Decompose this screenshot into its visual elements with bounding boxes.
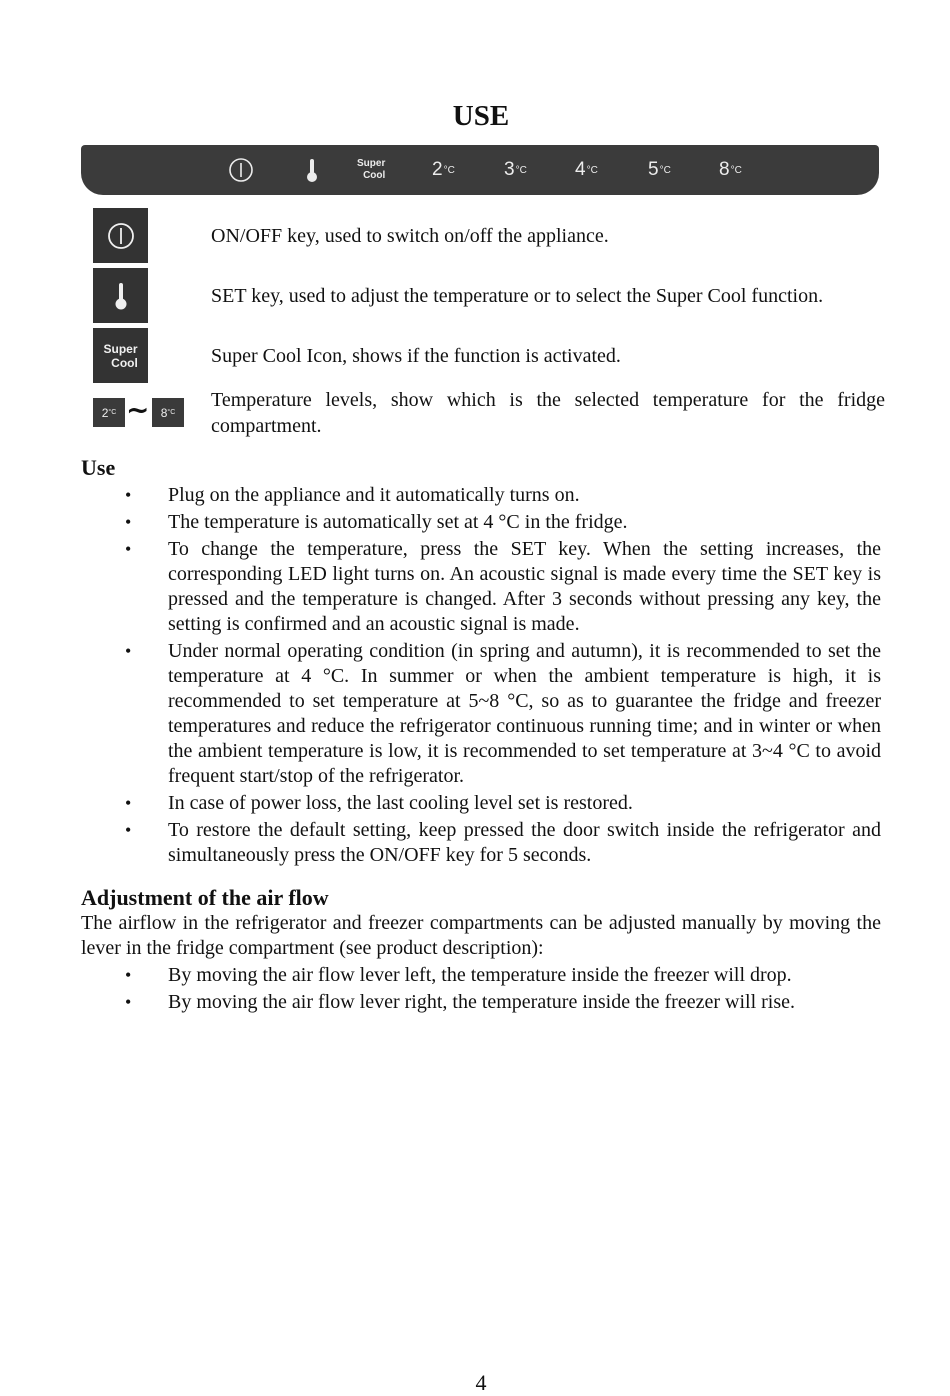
temp-indicator-8 <box>719 145 742 195</box>
list-item: • In case of power loss, the last cooling level set is restored. <box>81 791 881 816</box>
control-panel <box>81 145 879 195</box>
thermometer-key-icon <box>93 268 148 323</box>
temp-indicator-4 <box>575 145 598 195</box>
airflow-intro: The airflow in the refrigerator and freezer compartments can be adjusted manually by moving the lever in the fridge compartment (see product description): <box>81 912 881 959</box>
temp-unit: °C <box>515 164 527 176</box>
power-key-description: ON/OFF key, used to switch on/off the appliance. <box>211 225 609 247</box>
set-key-description: SET key, used to adjust the temperature or to select the Super Cool function. <box>211 285 824 307</box>
temperature-levels-description: Temperature levels, show which is the selected temperature for the fridge compartment. <box>211 389 885 437</box>
super-cool-icon-line2: Cool <box>111 355 138 370</box>
page-title: USE <box>452 100 510 132</box>
list-item: • By moving the air flow lever right, the temperature inside the freezer will rise. <box>81 990 881 1015</box>
list-item: • To change the temperature, press the SET key. When the setting increases, the corresponding LED light turns on. An acoustic signal is made every time the SET key is pressed and the temperature is changed. After 3 seconds without pressing any key, the setting is confirmed and an acoustic signal is made. <box>81 537 881 637</box>
temp-indicator-2 <box>432 145 455 195</box>
list-item: • Under normal operating condition (in spring and autumn), it is recommended to set the temperature at 4 °C. In summer or when the ambient temperature is high, it is recommended to set temperature at 5~8 °C, so as to guarantee the fridge and freezer temperatures and reduce the refrigerator continuous running time; and in winter or when the ambient temperature is low, it is recommended to set temperature at 3~4 °C to avoid frequent start/stop of the refrigerator. <box>81 639 881 789</box>
temp-value: 5 <box>648 159 659 180</box>
temp-unit: °C <box>659 164 671 176</box>
page-number: 4 <box>475 1370 487 1395</box>
range-low-value: 2 <box>101 405 109 420</box>
super-cool-label-line2: Cool <box>363 170 386 181</box>
temp-value: 3 <box>504 159 515 180</box>
super-cool-key-icon <box>93 328 148 383</box>
thermometer-icon <box>305 145 319 195</box>
list-item: • To restore the default setting, keep pressed the door switch inside the refrigerator and simultaneously press the ON/OFF key for 5 seconds. <box>81 818 881 868</box>
use-heading: Use <box>81 455 116 480</box>
range-separator: ~ <box>126 393 150 426</box>
temp-unit: °C <box>443 164 455 176</box>
temp-range-low-icon <box>93 398 125 427</box>
range-low-unit: °C <box>108 409 117 416</box>
list-item: • Plug on the appliance and it automatically turns on. <box>81 483 881 508</box>
list-item: • The temperature is automatically set at 4 °C in the fridge. <box>81 510 881 535</box>
power-key-icon <box>93 208 148 263</box>
airflow-bullet-list <box>81 963 881 1015</box>
use-bullet-list <box>81 483 881 868</box>
temp-value: 8 <box>719 159 730 180</box>
range-high-unit: °C <box>167 409 176 416</box>
super-cool-description: Super Cool Icon, shows if the function is activated. <box>211 345 621 367</box>
super-cool-icon-line1: Super <box>103 341 138 356</box>
temp-range-high-icon <box>152 398 184 427</box>
temp-indicator-5 <box>648 145 671 195</box>
temp-unit: °C <box>586 164 598 176</box>
temp-indicator-3 <box>504 145 527 195</box>
temp-value: 2 <box>432 159 443 180</box>
temp-value: 4 <box>575 159 586 180</box>
super-cool-indicator <box>357 145 385 195</box>
power-icon <box>228 145 254 195</box>
airflow-heading: Adjustment of the air flow <box>81 885 329 910</box>
temp-unit: °C <box>730 164 742 176</box>
list-item: • By moving the air flow lever left, the temperature inside the freezer will drop. <box>81 963 881 988</box>
super-cool-label-line1: Super <box>357 158 386 169</box>
range-high-value: 8 <box>160 405 168 420</box>
